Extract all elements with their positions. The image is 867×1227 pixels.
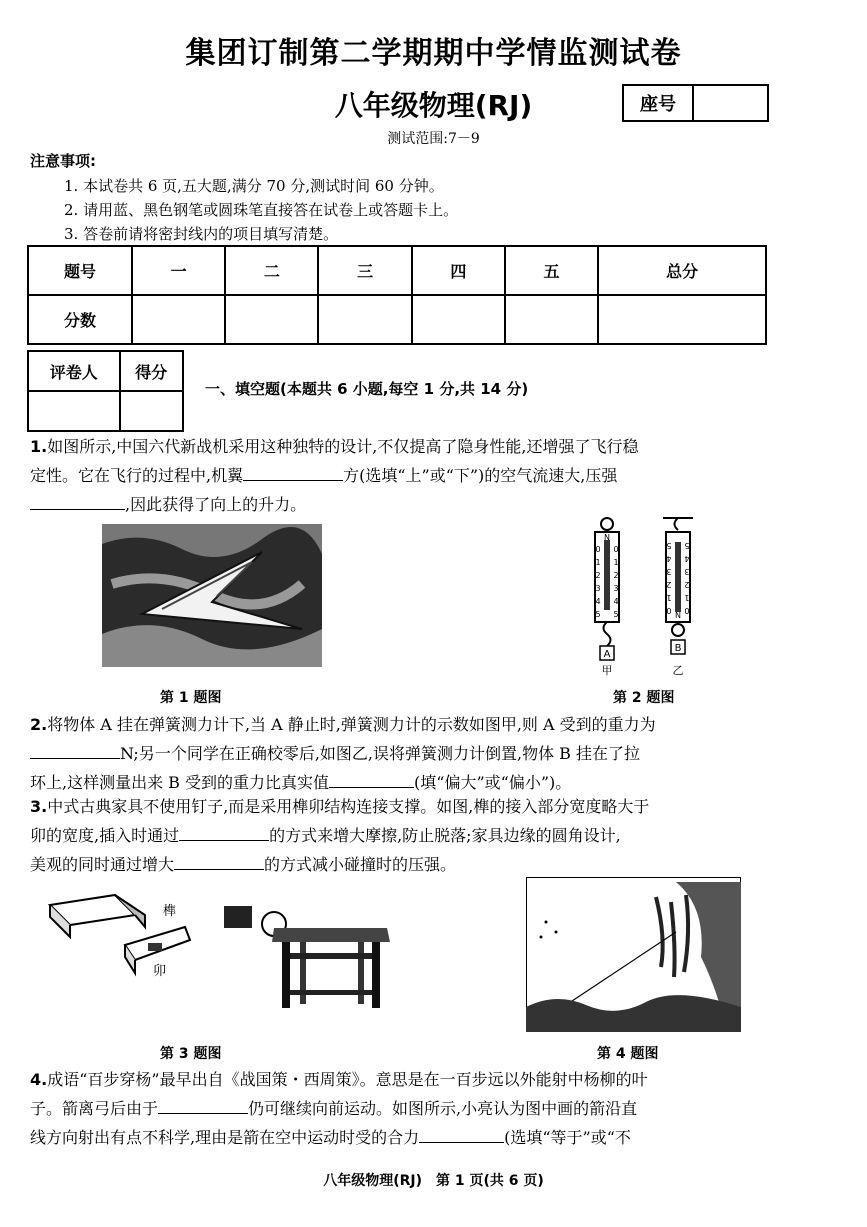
score-table-col: 五	[505, 246, 598, 295]
question-text: (填“偏大”或“偏小”)。	[414, 773, 572, 792]
bird-icon	[540, 936, 543, 939]
question-text: 仍可继续向前运动。如图所示,小亮认为图中画的箭沿直	[248, 1099, 638, 1118]
question-text: ,因此获得了向上的升力。	[125, 495, 307, 514]
scale-b-name: 乙	[672, 664, 684, 677]
scale-tick-label: 3	[666, 567, 672, 576]
bird-icon	[555, 931, 558, 934]
exam-title: 集团订制第二学期期中学情监测试卷	[185, 36, 682, 71]
score-cell[interactable]	[505, 295, 598, 344]
fighter-jet-figure	[102, 524, 322, 667]
exam-subtitle: 八年级物理(RJ)	[334, 89, 533, 122]
object-a-label: A	[603, 649, 611, 660]
question-1	[30, 432, 772, 519]
scale-tick-label: 0	[613, 545, 619, 554]
table-leg	[282, 942, 290, 1008]
question-text: 美观的同时通过增大	[30, 855, 175, 874]
scale-tick-label: 2	[684, 580, 690, 589]
seat-number-field[interactable]	[694, 86, 767, 120]
figure-caption: 第 1 题图	[160, 690, 222, 706]
answer-blank[interactable]	[243, 464, 343, 481]
question-number: 2.	[30, 715, 48, 734]
scale-tick-label: 4	[684, 554, 690, 563]
question-text: 成语“百步穿杨”最早出自《战国策・西周策》。意思是在一百步远以外能射中杨柳的叶	[47, 1070, 648, 1089]
scale-tick-label: 4	[613, 597, 619, 606]
object-b-label: B	[674, 643, 682, 654]
seat-number-box	[622, 84, 769, 122]
scale-tick-label: 1	[684, 593, 690, 602]
score-table-col: 二	[225, 246, 318, 295]
scale-tick-label: 3	[684, 567, 690, 576]
scale-tick-label: 5	[666, 541, 672, 550]
question-number: 3.	[30, 797, 48, 816]
spring-coil	[675, 542, 681, 612]
scale-tick-label: 1	[666, 593, 672, 602]
mortise-label: 卯	[153, 964, 167, 979]
seat-label: 座号	[624, 86, 694, 120]
score-table-score-row	[28, 295, 766, 344]
table-leg	[372, 942, 380, 1008]
pull-ring	[672, 624, 684, 636]
page-footer: 八年级物理(RJ) 第 1 页(共 6 页)	[323, 1173, 544, 1189]
score-table-row-label: 题号	[28, 246, 132, 295]
question-2	[30, 710, 772, 797]
question-text: 定性。它在飞行的过程中,机翼	[30, 466, 244, 485]
score-cell[interactable]	[225, 295, 318, 344]
scale-tick-label: 4	[666, 554, 672, 563]
grader-table	[27, 350, 184, 432]
score-table-col: 总分	[598, 246, 766, 295]
grader-score-label: 得分	[120, 351, 183, 391]
note-item: 3. 答卷前请将密封线内的项目填写清楚。	[64, 225, 339, 243]
question-text: N;另一个同学在正确校零后,如图乙,误将弹簧测力计倒置,物体 B 挂在了拉	[120, 744, 641, 763]
tenon-mortise-figure	[45, 885, 195, 980]
note-item: 2. 请用蓝、黑色钢笔或圆珠笔直接答在试卷上或答题卡上。	[64, 201, 459, 219]
grader-reviewer-cell[interactable]	[28, 391, 120, 431]
note-item: 1. 本试卷共 6 页,五大题,满分 70 分,测试时间 60 分钟。	[64, 177, 444, 195]
spring-scales-figure	[585, 516, 700, 678]
answer-blank[interactable]	[174, 853, 264, 870]
chinese-table-figure	[212, 898, 397, 1010]
score-table-header-row	[28, 246, 766, 295]
question-text: 环上,这样测量出来 B 受到的重力比真实值	[30, 773, 330, 792]
scale-a-name: 甲	[601, 664, 613, 677]
table-apron	[290, 953, 372, 959]
mortise-hole	[148, 943, 162, 951]
question-number: 1.	[30, 437, 48, 456]
grader-score-cell[interactable]	[120, 391, 183, 431]
score-table-col: 三	[318, 246, 411, 295]
question-text: (选填“等于”或“不	[504, 1128, 631, 1147]
question-text: 子。箭离弓后由于	[30, 1099, 159, 1118]
notes-heading: 注意事项:	[30, 152, 96, 170]
question-text: 的方式减小碰撞时的压强。	[264, 855, 457, 874]
scale-tick-label: 5	[684, 541, 690, 550]
archery-figure	[526, 877, 741, 1032]
scale-tick-label: 1	[613, 558, 619, 567]
corner-detail	[224, 906, 252, 928]
score-table-row-label: 分数	[28, 295, 132, 344]
score-table-col: 一	[132, 246, 225, 295]
question-text: 卯的宽度,插入时通过	[30, 826, 180, 845]
question-text: 中式古典家具不使用钉子,而是采用榫卯结构连接支撑。如图,榫的接入部分宽度略大于	[47, 797, 650, 816]
scale-tick-label: 4	[595, 597, 601, 606]
scale-tick-label: 2	[613, 571, 619, 580]
scale-tick-label: 0	[666, 606, 672, 615]
score-cell[interactable]	[132, 295, 225, 344]
scale-tick-label: 2	[666, 580, 672, 589]
figure-caption: 第 3 题图	[160, 1046, 222, 1062]
question-text: 的方式来增大摩擦,防止脱落;家具边缘的圆角设计,	[269, 826, 621, 845]
score-table	[27, 245, 767, 345]
scale-tick-label: 3	[595, 584, 601, 593]
scale-tick-label: 0	[684, 606, 690, 615]
figure-caption: 第 2 题图	[613, 690, 675, 706]
scale-tick-label: 3	[613, 584, 619, 593]
hook-ring	[601, 518, 613, 530]
section-1-title: 一、填空题(本题共 6 小题,每空 1 分,共 14 分)	[205, 380, 529, 398]
answer-blank[interactable]	[419, 1126, 504, 1143]
test-range: 测试范围:7－9	[387, 131, 480, 147]
grader-reviewer-label: 评卷人	[28, 351, 120, 391]
question-text: 将物体 A 挂在弹簧测力计下,当 A 静止时,弹簧测力计的示数如图甲,则 A 受到的重力为	[47, 715, 656, 734]
scale-tick-label: 5	[595, 610, 601, 619]
answer-blank[interactable]	[158, 1097, 248, 1114]
table-top	[272, 928, 390, 942]
score-cell[interactable]	[318, 295, 411, 344]
hook	[675, 518, 679, 530]
tenon-label: 榫	[163, 904, 177, 919]
answer-blank[interactable]	[329, 771, 414, 788]
scale-tick-label: 0	[595, 545, 601, 554]
bird-icon	[545, 921, 548, 924]
scale-unit: N	[675, 610, 681, 619]
answer-blank[interactable]	[30, 493, 125, 510]
score-table-col: 四	[412, 246, 505, 295]
spring-scale-a	[595, 518, 619, 677]
question-4	[30, 1065, 772, 1152]
question-text: 线方向射出有点不科学,理由是箭在空中运动时受的合力	[30, 1128, 420, 1147]
figure-caption: 第 4 题图	[597, 1046, 659, 1062]
answer-blank[interactable]	[179, 824, 269, 841]
scale-tick-label: 2	[595, 571, 601, 580]
scale-unit: N	[604, 533, 610, 542]
score-cell[interactable]	[412, 295, 505, 344]
scale-tick-label: 5	[613, 610, 619, 619]
scale-tick-label: 1	[595, 558, 601, 567]
question-text: 如图所示,中国六代新战机采用这种独特的设计,不仅提高了隐身性能,还增强了飞行稳	[47, 437, 639, 456]
table-stretcher	[290, 990, 372, 995]
hook	[604, 622, 611, 646]
question-text: 方(选填“上”或“下”)的空气流速大,压强	[343, 466, 618, 485]
question-number: 4.	[30, 1070, 48, 1089]
score-cell[interactable]	[598, 295, 766, 344]
spring-scale-b	[663, 518, 693, 677]
question-3	[30, 792, 772, 879]
spring-coil	[604, 540, 610, 610]
answer-blank[interactable]	[30, 742, 120, 759]
